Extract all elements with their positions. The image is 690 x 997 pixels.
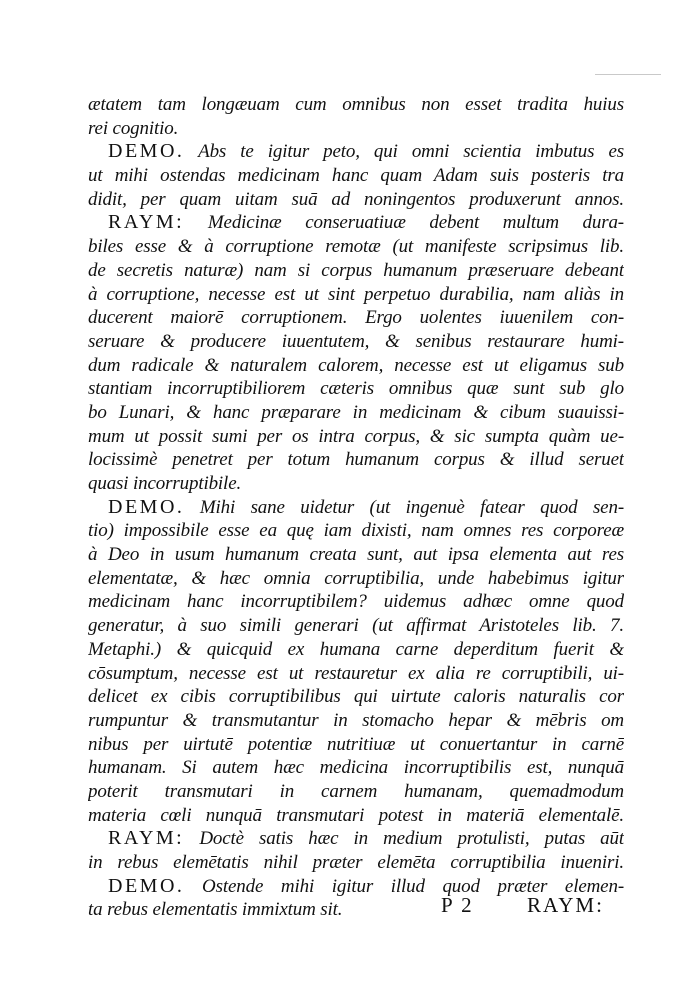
text-line: [88, 756, 624, 780]
line-text: medicinam hanc incorruptibilem? uidemus adhæc omne quod: [88, 591, 624, 613]
text-line: [88, 354, 624, 378]
speaker-name: DEMO.: [108, 140, 185, 163]
line-text: à corruptione, necesse est ut sint perpetuo durabilia, nam aliàs in: [88, 283, 624, 305]
text-line: [88, 519, 624, 543]
line-text: Metaphi.) & quicquid ex humana carne deperditum fuerit &: [88, 638, 624, 660]
line-text: mum ut possit sumi per os intra corpus, & sic sumpta quàm ue-: [88, 425, 624, 447]
line-text: seruare & producere iuuentutem, & senibus restaurare humi-: [88, 330, 624, 352]
line-text: rumpuntur & transmutantur in stomacho hepar & mēbris om: [88, 709, 624, 731]
line-text: stantiam incorruptibiliorem cæteris omnibus quæ sunt sub glo: [88, 378, 624, 400]
line-text: rei cognitio.: [88, 117, 179, 139]
line-text: locissimè penetret per totum humanum corpus & illud seruet: [88, 449, 624, 471]
text-line: [88, 330, 624, 354]
text-line: [88, 780, 624, 804]
text-line: [88, 614, 624, 638]
speaker-name: RAYM:: [108, 827, 185, 850]
line-text: generatur, à suo simili generari (ut affirmat Aristoteles lib. 7.: [88, 615, 624, 637]
text-line: [88, 567, 624, 591]
line-text: cōsumptum, necesse est ut restauretur ex alia re corruptibili, ui-: [88, 662, 624, 684]
text-line: [88, 543, 624, 567]
line-text: delicet ex cibis corruptibilibus qui uirtute caloris naturalis cor: [88, 686, 624, 708]
line-text: ducerent maiorē corruptionem. Ergo uolentes iuuenilem con-: [88, 307, 624, 329]
text-line: [88, 425, 624, 449]
line-text: ætatem tam longæuam cum omnibus non esset tradita huius: [88, 94, 624, 115]
text-line: [88, 211, 624, 235]
line-text: elementatæ, & hæc omnia corruptibilia, unde habebimus igitur: [88, 567, 624, 589]
text-line: [88, 472, 624, 496]
text-line: [88, 401, 624, 425]
text-line: [88, 448, 624, 472]
text-line: [88, 709, 624, 733]
line-text: à Deo in usum humanum creata sunt, aut ipsa elementa aut res: [88, 544, 624, 566]
line-text: in rebus elemētatis nihil præter elemēta corruptibilia inueniri.: [88, 852, 624, 873]
line-text: didit, per quam uitam suā ad noningentos produxerunt annos.: [88, 188, 624, 210]
text-line: [88, 164, 624, 188]
text-line: [88, 235, 624, 259]
text-line: [88, 117, 624, 141]
line-text: quasi incorruptibile.: [88, 473, 242, 494]
dialogue-text: [88, 93, 624, 922]
speaker-name: RAYM:: [108, 211, 185, 234]
line-text: bo Lunari, & hanc præparare in medicinam & cibum suauissi-: [88, 401, 624, 423]
text-line: [88, 827, 624, 851]
text-line: [88, 733, 624, 757]
text-line: [88, 140, 624, 164]
line-text: materia cœli nunquā transmutari potest in materiā elementalē.: [88, 804, 624, 826]
line-text: ut mihi ostendas medicinam hanc quam Adam suis posteris tra: [88, 165, 624, 187]
line-text: dum radicale & naturalem calorem, necesse est ut eligamus sub: [88, 354, 624, 376]
text-line: [88, 685, 624, 709]
catchword: RAYM:: [527, 893, 604, 917]
text-line: [88, 283, 624, 307]
text-line: [88, 496, 624, 520]
line-text: Medicinæ conseruatiuæ debent multum dura-: [184, 212, 624, 234]
speaker-name: DEMO.: [108, 874, 185, 897]
text-line: [88, 93, 624, 117]
speaker-name: DEMO.: [108, 495, 185, 518]
printed-rule: [595, 74, 661, 75]
line-text: poterit transmutari in carnem humanam, quemadmodum: [88, 780, 624, 802]
line-text: Abs te igitur peto, qui omni scientia imbutus es: [184, 141, 624, 163]
text-line: [88, 851, 624, 875]
line-text: humanam. Si autem hæc medicina incorruptibilis est, nunquā: [88, 757, 624, 779]
signature-mark: P 2: [441, 893, 474, 917]
line-text: tio) impossibile esse ea quę iam dixisti, nam omnes res corporeæ: [88, 520, 624, 542]
text-line: [88, 804, 624, 828]
text-line: [88, 259, 624, 283]
text-line: [88, 188, 624, 212]
text-line: [88, 306, 624, 330]
text-line: [88, 590, 624, 614]
text-line: [88, 377, 624, 401]
line-text: de secretis naturæ) nam si corpus humanum præseruare debeant: [88, 259, 624, 281]
line-text: Mihi sane uidetur (ut ingenuè fatear quod sen-: [184, 496, 624, 518]
line-text: Doctè satis hæc in medium protulisti, putas aūt: [184, 828, 624, 850]
line-text: nibus per uirtutē potentiæ nutritiuæ ut conuertantur in carnē: [88, 733, 624, 755]
text-line: [88, 638, 624, 662]
line-text: Ostende mihi igitur illud quod præter elemen-: [184, 875, 624, 897]
line-text: biles esse & à corruptione remotæ (ut manifeste scripsimus lib.: [88, 236, 624, 258]
line-text: ta rebus elementatis immixtum sit.: [88, 899, 343, 921]
text-line: [88, 662, 624, 686]
